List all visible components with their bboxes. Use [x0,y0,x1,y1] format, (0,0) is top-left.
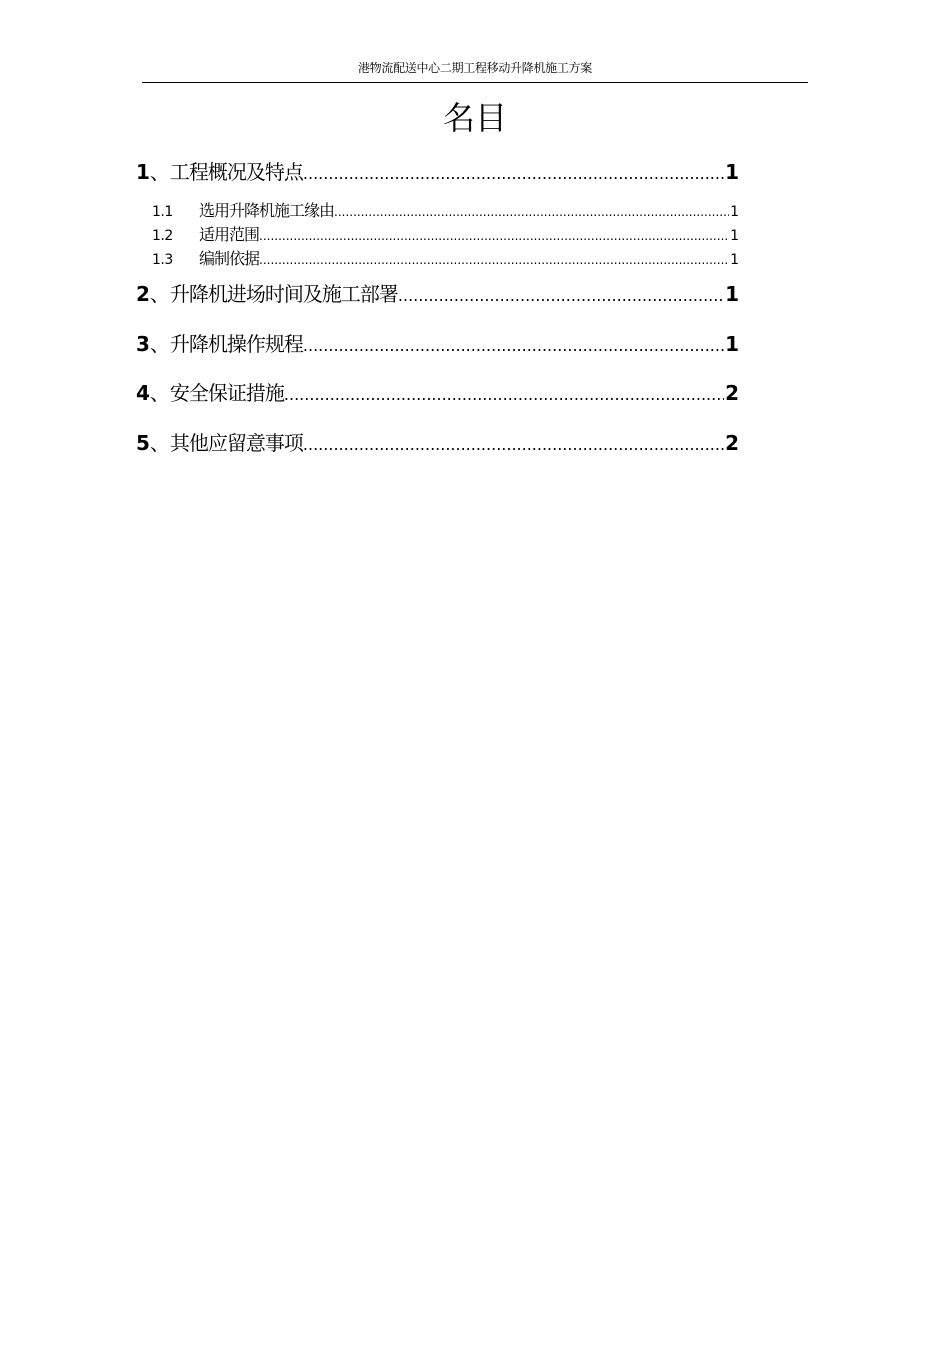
toc-entry-page: 1 [725,160,739,184]
toc-entry-1-2[interactable] [152,223,739,247]
toc-entry-label: 升降机操作规程 [169,332,303,356]
toc-entry-label: 其他应留意事项 [169,431,303,455]
toc-entry-separator: 、 [149,160,170,184]
toc-leader-dots [284,378,724,408]
toc-entry-number: 5 [136,431,150,455]
toc-entry-number: 4 [136,381,150,405]
toc-entry-label: 工程概况及特点 [169,160,303,184]
toc-leader-dots [259,247,729,271]
toc-entry-page: 1 [730,228,739,244]
toc-entry-number: 1.1 [152,204,173,220]
toc-entry-page: 2 [725,431,739,455]
toc-entry-4[interactable] [136,378,739,408]
toc-entry-label: 编制依据 [199,249,260,268]
toc-leader-dots [398,279,724,309]
toc-entry-1-3[interactable] [152,247,739,271]
toc-entry-label: 选用升降机施工缘由 [199,201,335,220]
toc-entry-number: 1.2 [152,228,173,244]
toc-leader-dots [303,157,724,187]
toc-entry-separator: 、 [149,431,170,455]
toc-leader-dots [303,329,724,359]
toc-entry-3[interactable] [136,329,739,359]
toc-entry-separator: 、 [149,282,170,306]
toc-entry-label: 安全保证措施 [169,381,284,405]
toc-entry-label: 升降机进场时间及施工部署 [169,282,398,306]
toc-entry-2[interactable] [136,279,739,309]
toc-entry-separator: 、 [149,332,170,356]
toc-entry-page: 2 [725,381,739,405]
toc-title: 名目 [442,99,507,137]
running-header: 港物流配送中心二期工程移动升降机施工方案 [142,58,808,83]
toc-entry-page: 1 [725,332,739,356]
toc-entry-1[interactable] [136,157,739,187]
toc-entry-separator: 、 [149,381,170,405]
toc-entry-number: 3 [136,332,150,356]
toc-leader-dots [303,428,724,458]
toc-entry-5[interactable] [136,428,739,458]
toc-entry-page: 1 [730,252,739,268]
toc-entry-number: 1 [136,160,150,184]
toc-entry-number: 2 [136,282,150,306]
toc-entry-number: 1.3 [152,252,173,268]
toc-entry-1-1[interactable] [152,199,739,223]
toc-leader-dots [259,223,729,247]
toc-leader-dots [334,199,729,223]
toc-entry-page: 1 [730,204,739,220]
toc-entry-label: 适用范围 [199,225,260,244]
toc-entry-page: 1 [725,282,739,306]
